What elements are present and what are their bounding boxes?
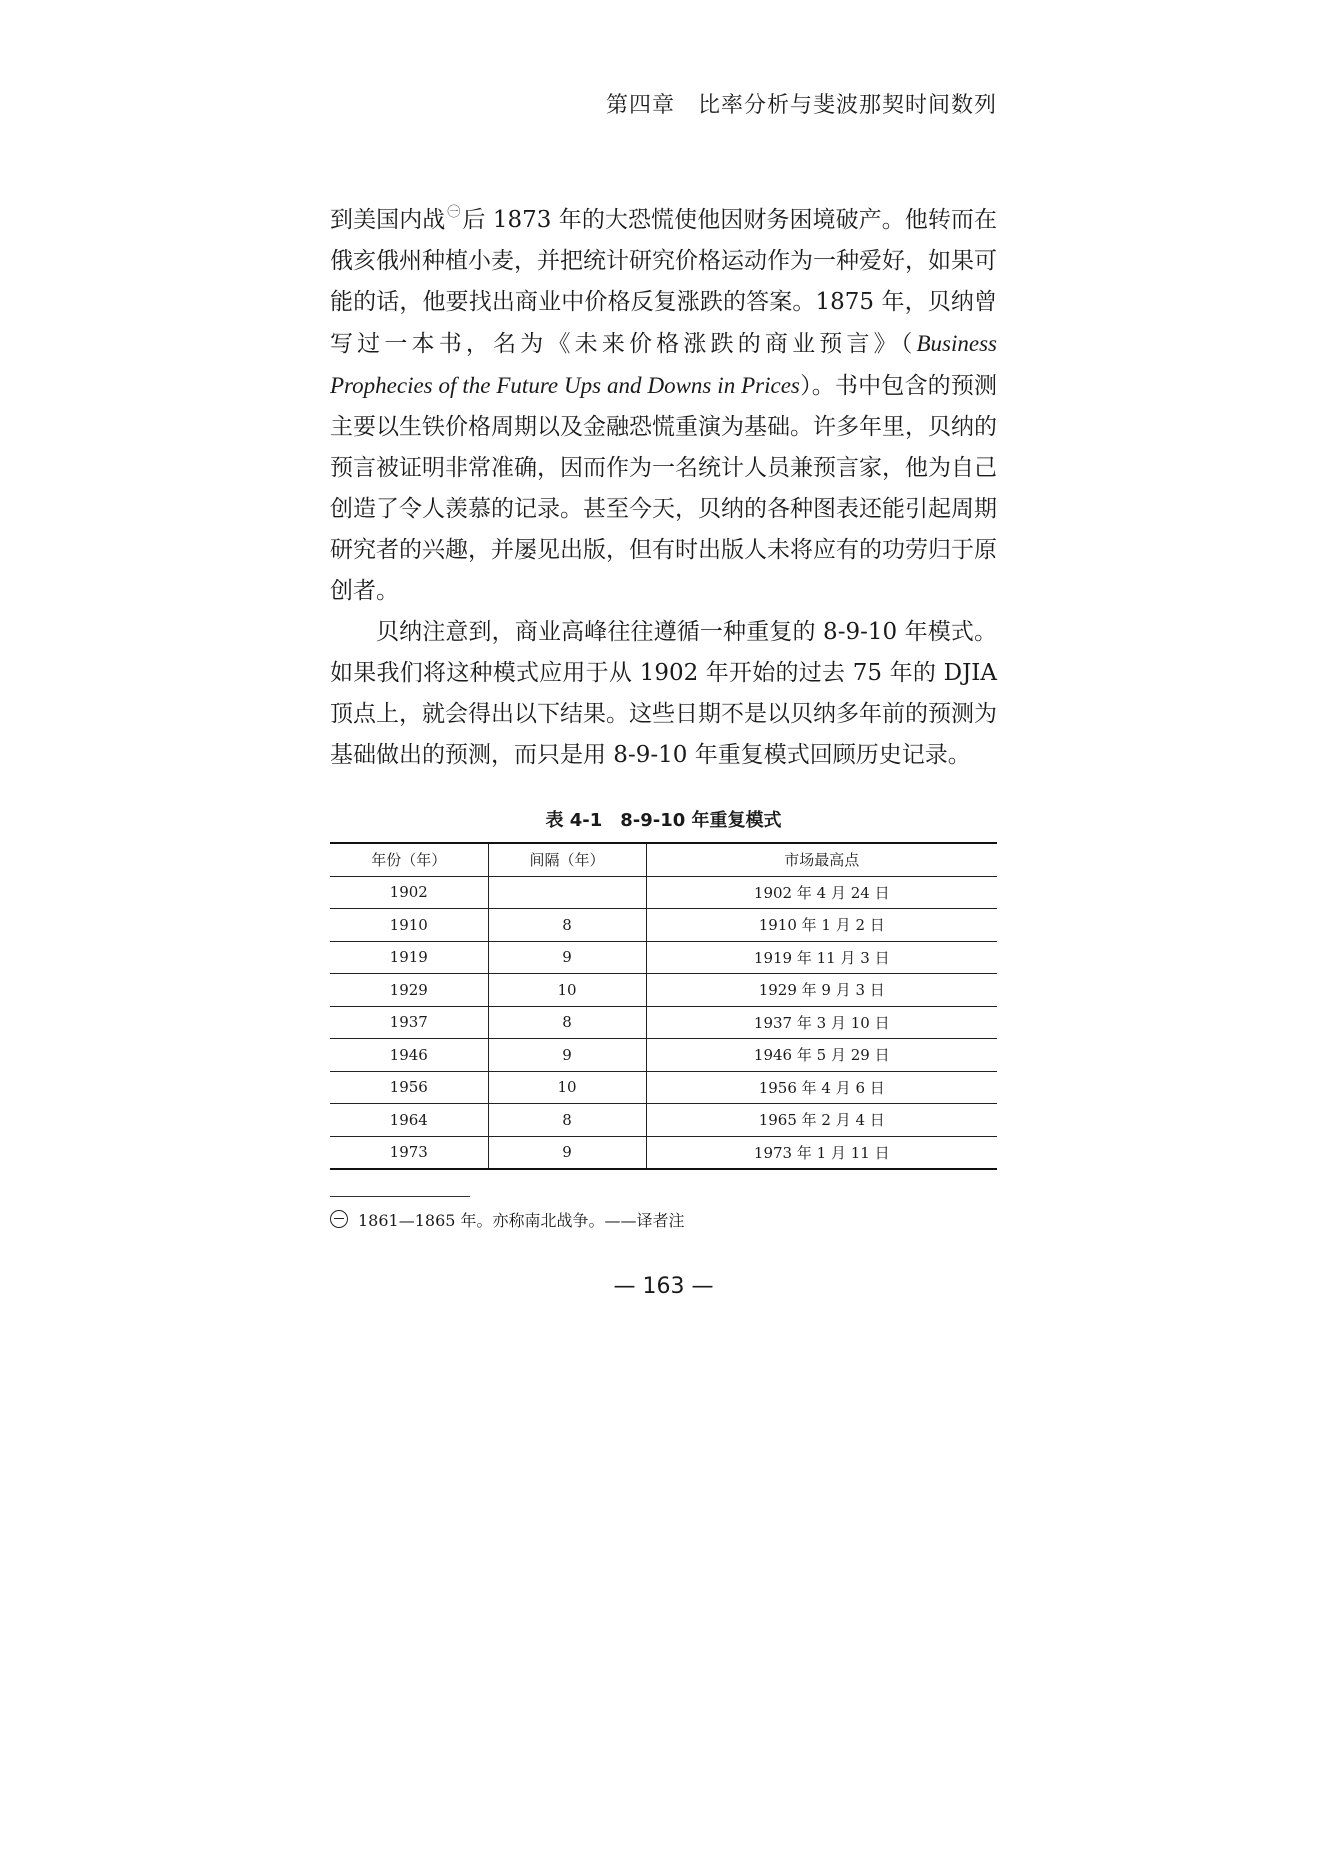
cell-interval: 8 [488, 1006, 646, 1039]
paragraph-2: 贝纳注意到，商业高峰往往遵循一种重复的 8-9-10 年模式。如果我们将这种模式应用于从 1902 年开始的过去 75 年的 DJIA 顶点上，就会得出以下结果。这些日期不是以贝纳多年前的预测为基础做出的预测，而只是用 8-9-10 年重复模式回顾历史记录。 [330, 619, 997, 768]
p1-text-middle: 后 1873 年的大恐慌使他因财务困境破产。他转而在俄亥俄州种植小麦，并把统计研究价格运动作为一种爱好，如果可能的话，他要找出商业中价格反复涨跌的答案。1875 年，贝纳曾写过一本书，名为《未来价格涨跌的商业预言》（ [330, 207, 998, 357]
table-header-row [330, 843, 997, 876]
page-number: — 163 — [613, 1274, 714, 1299]
book-title-english: Business Prophecies of the Future Ups and Downs in Prices [330, 331, 997, 398]
footnote [330, 1208, 685, 1231]
cell-interval [488, 876, 646, 909]
cell-year: 1973 [330, 1136, 488, 1169]
cell-year: 1964 [330, 1104, 488, 1137]
table-row [330, 974, 997, 1007]
footnote-reference-icon[interactable]: ㊀ [447, 205, 461, 221]
cell-market-high: 1937 年 3 月 10 日 [646, 1006, 997, 1039]
cell-market-high: 1929 年 9 月 3 日 [646, 974, 997, 1007]
cell-interval: 8 [488, 1104, 646, 1137]
table-row [330, 1006, 997, 1039]
cell-interval: 9 [488, 1136, 646, 1169]
circled-minus-icon [330, 1210, 348, 1228]
table-row [330, 941, 997, 974]
table-row [330, 1136, 997, 1169]
cell-year: 1937 [330, 1006, 488, 1039]
cell-year: 1902 [330, 876, 488, 909]
running-head: 第四章 比率分析与斐波那契时间数列 [605, 93, 997, 118]
cell-market-high: 1973 年 1 月 11 日 [646, 1136, 997, 1169]
cell-year: 1929 [330, 974, 488, 1007]
repeat-pattern-table [330, 842, 997, 1170]
cell-market-high: 1946 年 5 月 29 日 [646, 1039, 997, 1072]
cell-interval: 9 [488, 1039, 646, 1072]
cell-market-high: 1919 年 11 月 3 日 [646, 941, 997, 974]
cell-market-high: 1956 年 4 月 6 日 [646, 1071, 997, 1104]
table-row [330, 1039, 997, 1072]
table-caption: 表 4-1 8-9-10 年重复模式 [545, 810, 782, 831]
cell-year: 1919 [330, 941, 488, 974]
cell-interval: 10 [488, 974, 646, 1007]
cell-interval: 9 [488, 941, 646, 974]
cell-interval: 8 [488, 909, 646, 942]
footnote-divider [330, 1196, 470, 1197]
cell-year: 1946 [330, 1039, 488, 1072]
header-year: 年份（年） [330, 843, 488, 876]
paragraph-1 [330, 200, 997, 612]
cell-year: 1956 [330, 1071, 488, 1104]
table-row [330, 909, 997, 942]
cell-year: 1910 [330, 909, 488, 942]
p1-text-end: ）。书中包含的预测主要以生铁价格周期以及金融恐慌重演为基础。许多年里，贝纳的预言被证明非常准确，因而作为一名统计人员兼预言家，他为自己创造了令人羡慕的记录。甚至今天，贝纳的各种图表还能引起周期研究者的兴趣，并屡见出版，但有时出版人未将应有的功劳归于原创者。 [330, 373, 997, 604]
cell-market-high: 1902 年 4 月 24 日 [646, 876, 997, 909]
header-interval: 间隔（年） [488, 843, 646, 876]
p1-text-start: 到美国内战 [330, 207, 446, 233]
cell-market-high: 1965 年 2 月 4 日 [646, 1104, 997, 1137]
header-market-high: 市场最高点 [646, 843, 997, 876]
cell-market-high: 1910 年 1 月 2 日 [646, 909, 997, 942]
body-text [330, 200, 997, 776]
cell-interval: 10 [488, 1071, 646, 1104]
table-row [330, 876, 997, 909]
table-row [330, 1071, 997, 1104]
footnote-text: 1861—1865 年。亦称南北战争。——译者注 [358, 1211, 685, 1230]
table-row [330, 1104, 997, 1137]
